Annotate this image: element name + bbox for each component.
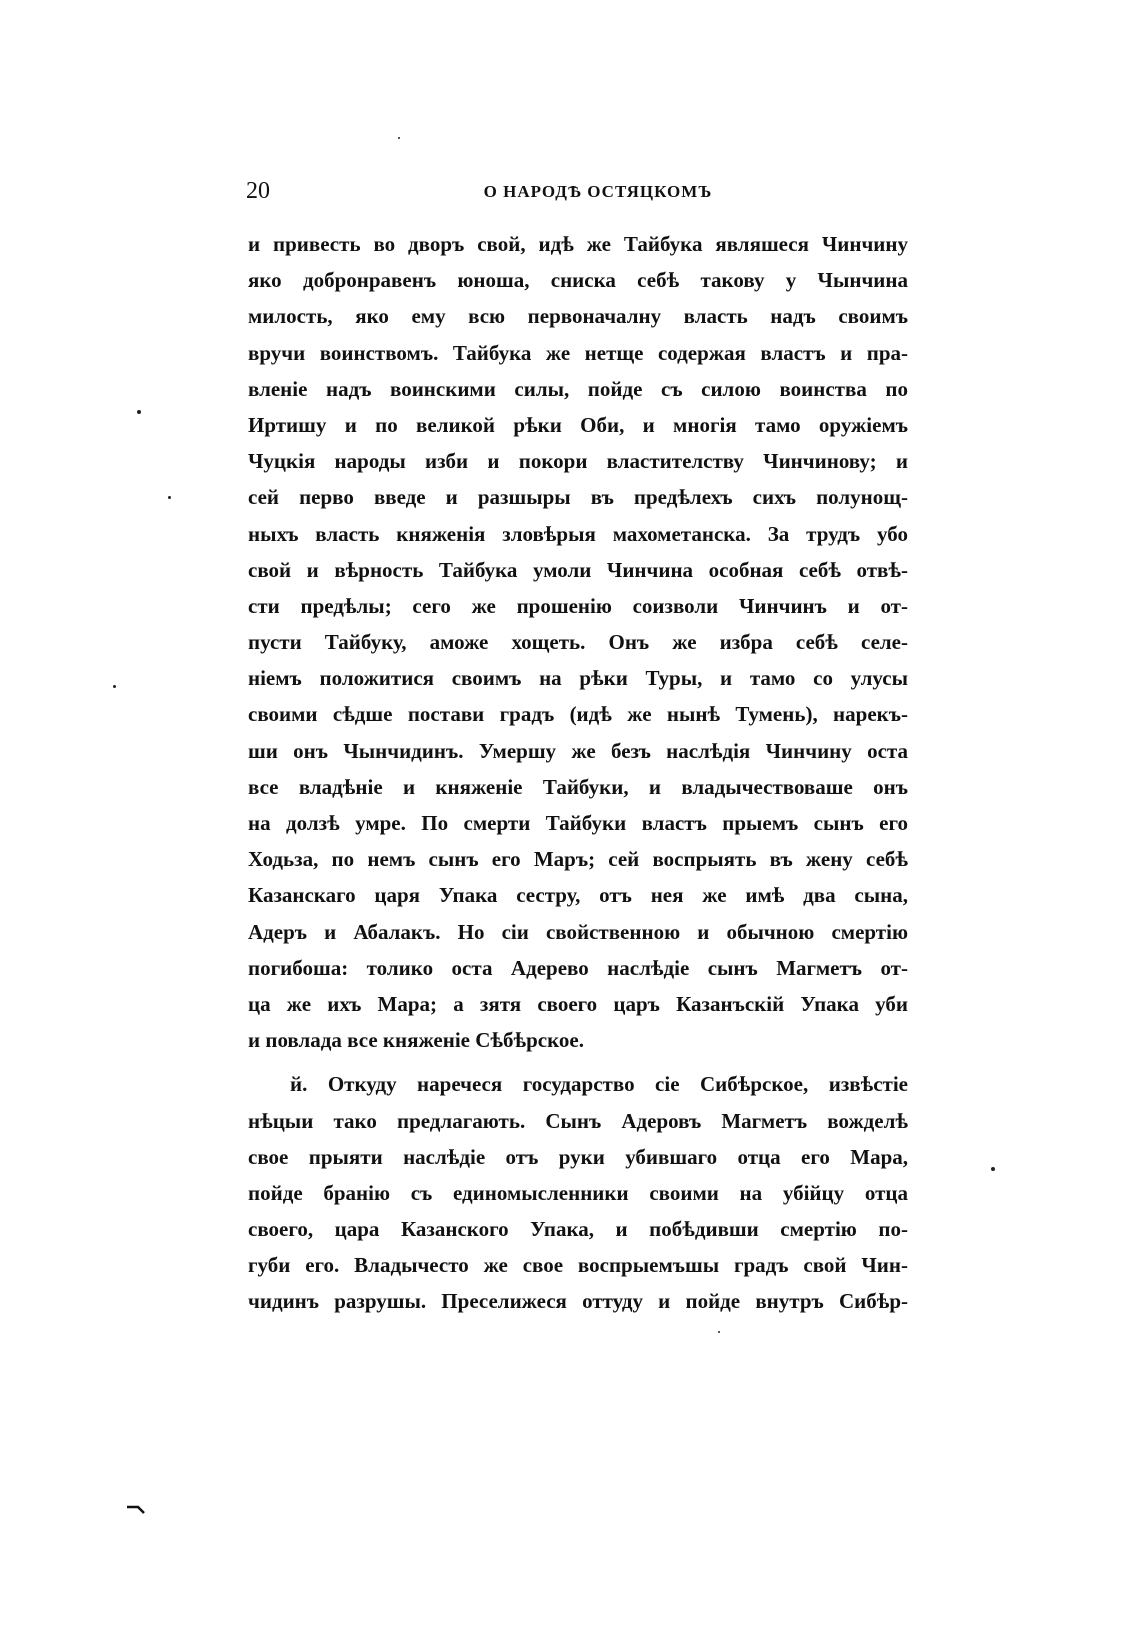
text-line: сти предѣлы; сего же прошенію соизволи Чинчинъ и от- [248, 593, 908, 618]
scan-mark [126, 1504, 146, 1514]
page-number: 20 [246, 178, 270, 204]
text-line: и привесть во дворъ свой, идѣ же Тайбука являшеся Чинчину [248, 232, 908, 256]
text-line: ши онъ Чынчидинъ. Умершу же безъ наслѣдія Чинчину оста [248, 738, 908, 763]
body-text [248, 226, 908, 1320]
text-line: ніемъ положитися своимъ на рѣки Туры, и тамо со улусы [248, 666, 908, 691]
scan-speck [113, 685, 116, 688]
text-line: губи его. Владычесто же свое воспрыемъшы градъ свой Чин- [248, 1253, 908, 1278]
text-line: на долзѣ умре. По смерти Тайбуки властъ прыемъ сынъ его [248, 811, 908, 835]
paragraph-gap [248, 1058, 908, 1066]
scan-speck [398, 137, 400, 139]
text-line: Казанскаго царя Упака сестру, отъ нея же имѣ два сына, [248, 883, 908, 908]
text-line: нѣцыи тако предлагають. Сынъ Адеровъ Магметъ вожделѣ [248, 1108, 908, 1133]
text-line: Иртишу и по великой рѣки Оби, и многія тамо оружіемъ [248, 412, 908, 437]
text-line: яко добронравенъ юноша, сниска себѣ такову у Чынчина [248, 268, 908, 293]
running-title: О НАРОДѢ ОСТЯЦКОМЪ [483, 182, 713, 201]
text-line: и повлада все княженіе Сѣбѣрское. [248, 1028, 584, 1053]
text-line: погибоша: толико оста Адерево наслѣдіе сынъ Магметъ от- [248, 955, 908, 980]
text-line: своими сѣдше постави градъ (идѣ же нынѣ Тумень), нарекъ- [248, 702, 908, 727]
text-line: ныхъ власть княженія зловѣрыя махометанска. За трудъ убо [248, 521, 908, 546]
text-line: пойде бранію съ единомысленники своими на убійцу отца [248, 1180, 908, 1205]
scan-speck [718, 1331, 720, 1333]
text-line: Ходьза, по немъ сынъ его Маръ; сей воспрыять въ жену себѣ [248, 847, 908, 872]
text-line: чидинъ разрушы. Преселижеся оттуду и пойде внутръ Сибѣр- [248, 1289, 908, 1314]
text-line: своего, цара Казанского Упака, и побѣдивши смертію по- [248, 1217, 908, 1242]
text-line: пусти Тайбуку, аможе хощеть. Онъ же избра себѣ селе- [248, 630, 908, 655]
text-line: й. Откуду наречеся государство сіе Сибѣрское, извѣстіе [290, 1072, 908, 1097]
text-line: вленіе надъ воинскими силы, пойде съ силою воинства по [248, 376, 908, 401]
text-line: Чуцкія народы изби и покори властителству Чинчинову; и [248, 449, 908, 474]
scan-speck [168, 496, 171, 499]
paragraph-2 [248, 1066, 908, 1319]
text-line: все владѣніе и княженіе Тайбуки, и владычествоваше онъ [248, 774, 908, 799]
text-line: свое прыяти наслѣдіе отъ руки убившаго отца его Мара, [248, 1144, 908, 1169]
scan-speck [137, 410, 141, 414]
text-line: сей перво введе и разшыры въ предѣлехъ сихъ полунощ- [248, 485, 908, 510]
text-line: ца же ихъ Мара; а зятя своего царъ Казанъскій Упака уби [248, 991, 908, 1016]
text-line: вручи воинствомъ. Тайбука же нетще содержая властъ и пра- [248, 340, 908, 365]
text-line: свой и вѣрность Тайбука умоли Чинчина особная себѣ отвѣ- [248, 557, 908, 582]
paragraph-1 [248, 226, 908, 1058]
text-line: милость, яко ему всю первоначалну власть надъ своимъ [248, 304, 908, 329]
running-head [246, 176, 910, 206]
text-line: Адеръ и Абалакъ. Но сіи свойственною и обычною смертію [248, 919, 908, 944]
scan-speck [991, 1167, 995, 1171]
